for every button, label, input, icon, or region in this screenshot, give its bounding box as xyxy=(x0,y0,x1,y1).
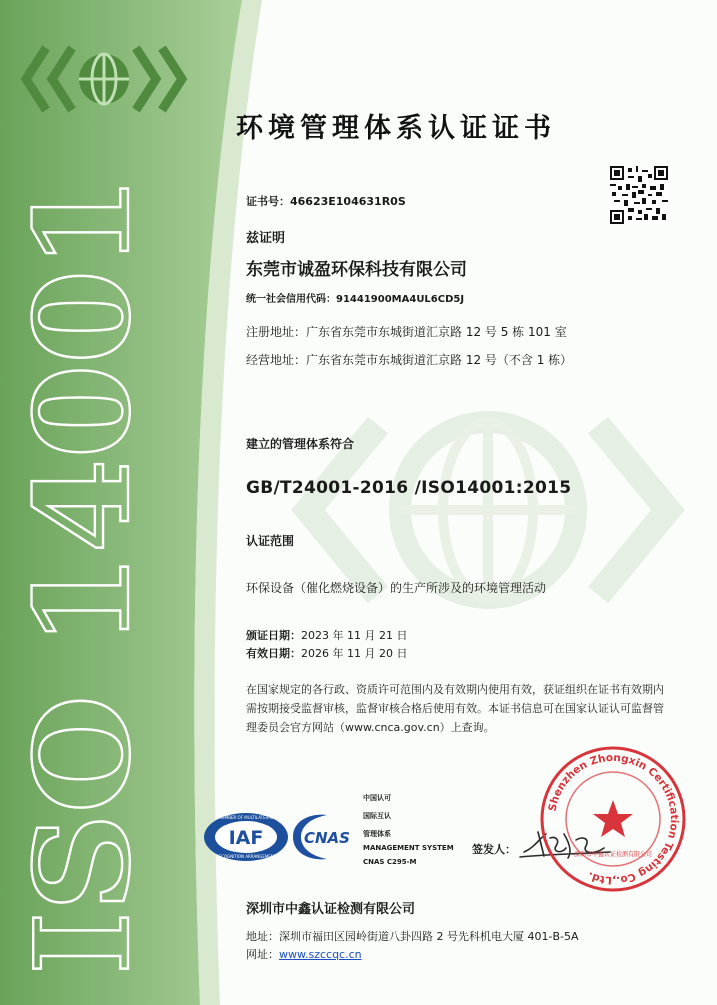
conform-label: 建立的管理体系符合 xyxy=(246,437,355,451)
iso-14001-side-text xyxy=(6,170,159,990)
company-name: 东莞市诚盈环保科技有限公司 xyxy=(246,260,467,280)
iaf-text: IAF xyxy=(228,827,264,849)
credit-code-row xyxy=(246,290,464,305)
issuer-address-row xyxy=(246,928,579,944)
cert-number-row xyxy=(246,193,406,209)
iaf-ring-bottom: RECOGNITION ARRANGEMENT xyxy=(215,854,277,859)
issue-date-row xyxy=(246,627,407,643)
website-label: 网址： xyxy=(246,948,279,961)
accr-line: 管理体系 xyxy=(363,830,391,838)
cnas-text: CNAS xyxy=(304,829,350,847)
accr-line: CNAS C295-M xyxy=(363,858,417,866)
website-row xyxy=(246,946,362,962)
credit-code: 91441900MA4UL6CD5J xyxy=(336,294,465,305)
op-address-label: 经营地址： xyxy=(246,353,307,367)
iaf-logo-icon xyxy=(203,812,289,862)
notice-line: 理委员会官方网站（www.cnca.gov.cn）上查询。 xyxy=(246,721,495,734)
seal-ring-text: Shenzhen Zhongxin Certification Testing Co.,Ltd. xyxy=(546,751,681,887)
scope-text: 环保设备（催化燃烧设备）的生产所涉及的环境管理活动 xyxy=(246,581,547,595)
valid-date-label: 有效日期： xyxy=(246,647,301,660)
cnas-logo-icon xyxy=(287,810,359,864)
cert-number-label: 证书号： xyxy=(246,195,290,208)
reg-address: 广东省东莞市东城街道汇京路 12 号 5 栋 101 室 xyxy=(306,325,567,339)
website-link[interactable]: www.szccqc.cn xyxy=(279,948,362,961)
reg-address-label: 注册地址： xyxy=(246,325,307,339)
accr-line: MANAGEMENT SYSTEM xyxy=(363,844,454,852)
certificate-title: 环境管理体系认证证书 xyxy=(236,113,556,144)
standard-text: GB/T24001-2016 /ISO14001:2015 xyxy=(246,478,572,498)
signer-label: 签发人： xyxy=(472,843,516,856)
certification-body-logo-icon xyxy=(18,40,190,118)
credit-code-label: 统一社会信用代码： xyxy=(246,294,336,305)
reg-address-row xyxy=(246,323,567,340)
accr-line: 中国认可 xyxy=(363,794,391,802)
op-address-row xyxy=(246,351,572,368)
proof-label: 兹证明 xyxy=(246,231,286,246)
issue-date-label: 颁证日期： xyxy=(246,629,301,642)
op-address: 广东省东莞市东城街道汇京路 12 号（不含 1 栋） xyxy=(306,353,573,367)
notice-line: 需按期接受监督审核，监督审核合格后使用有效。本证书信息可在国家认证认可监督管 xyxy=(246,702,664,715)
side-text: ISO 14001 xyxy=(6,209,159,975)
cert-number: 46623E104631R0S xyxy=(290,195,406,208)
notice-line: 在国家规定的各行政、资质许可范围内及有效期内使用有效，获证组织在证书有效期内 xyxy=(246,683,664,696)
valid-date-row xyxy=(246,645,407,661)
validity-notice xyxy=(246,680,686,737)
company-seal-icon xyxy=(538,744,688,894)
accreditation-text xyxy=(363,793,454,868)
iaf-ring-top: MEMBER OF MULTILATERAL xyxy=(218,815,274,820)
issuer-address-label: 地址： xyxy=(246,930,279,943)
scope-label: 认证范围 xyxy=(246,534,295,548)
issue-date: 2023 年 11 月 21 日 xyxy=(301,629,408,642)
qr-code-icon[interactable] xyxy=(610,166,668,224)
watermark-logo-icon xyxy=(268,385,708,635)
accr-line: 国际互认 xyxy=(363,812,391,820)
issuer-address: 深圳市福田区园岭街道八卦四路 2 号先科机电大厦 401-B-5A xyxy=(279,930,579,943)
issuer-name: 深圳市中鑫认证检测有限公司 xyxy=(246,902,416,917)
valid-date: 2026 年 11 月 20 日 xyxy=(301,647,408,660)
seal-inner-text: 深圳市中鑫认证检测有限公司 xyxy=(574,850,659,858)
